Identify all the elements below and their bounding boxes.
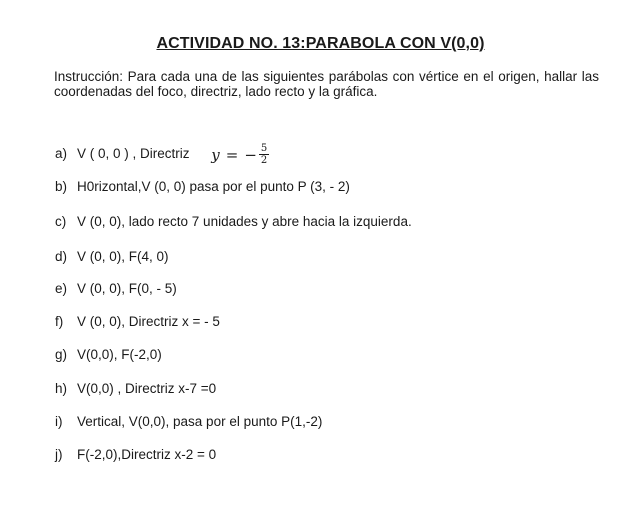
exercise-item-c [55, 213, 412, 231]
item-text: V (0, 0), Directriz x = - 5 [77, 314, 220, 329]
item-text: V (0, 0), F(0, - 5) [77, 281, 177, 296]
item-text: V(0,0), F(-2,0) [77, 347, 162, 362]
item-letter: d) [55, 249, 68, 264]
exercise-item-e [55, 280, 177, 298]
item-text: V (0, 0), F(4, 0) [77, 249, 169, 264]
item-letter: j) [55, 447, 63, 462]
item-letter: b) [55, 179, 68, 194]
exercise-item-f [55, 313, 220, 331]
exercise-item-g [55, 346, 162, 364]
math-fraction [259, 143, 269, 166]
math-sign: − [244, 145, 257, 164]
item-text: V(0,0) , Directriz x-7 =0 [77, 381, 217, 396]
exercise-item-h [55, 380, 216, 398]
item-letter: i) [55, 414, 63, 429]
instruction-text: Instrucción: Para cada una de las siguientes parábolas con vértice en el origen, hallar las coordenadas del foco, directriz, lado recto y la gráfica. [54, 69, 599, 99]
item-text: Vertical, V(0,0), pasa por el punto P(1,-2) [77, 414, 323, 429]
fraction-denominator: 2 [260, 155, 268, 166]
exercise-item-j [55, 446, 216, 464]
item-text: V (0, 0), lado recto 7 unidades y abre hacia la izquierda. [77, 214, 412, 229]
math-equals: = [225, 145, 239, 164]
item-letter: f) [55, 314, 64, 329]
exercise-item-b [55, 178, 350, 196]
item-letter: c) [55, 214, 67, 229]
math-variable: y [211, 145, 220, 164]
item-letter: a) [55, 146, 68, 162]
exercise-item-d [55, 248, 169, 266]
exercise-item-i [55, 413, 322, 431]
item-text: F(-2,0),Directriz x-2 = 0 [77, 447, 217, 462]
item-letter: g) [55, 347, 68, 362]
directrix-equation [211, 143, 269, 166]
item-text: V ( 0, 0 ) , Directriz [77, 146, 190, 162]
exercise-item-a [55, 143, 269, 166]
item-text: H0rizontal,V (0, 0) pasa por el punto P (3, - 2) [77, 179, 350, 194]
item-letter: h) [55, 381, 68, 396]
activity-title: ACTIVIDAD NO. 13:PARABOLA CON V(0,0) [156, 35, 485, 52]
fraction-numerator: 5 [260, 143, 268, 154]
item-letter: e) [55, 281, 68, 296]
